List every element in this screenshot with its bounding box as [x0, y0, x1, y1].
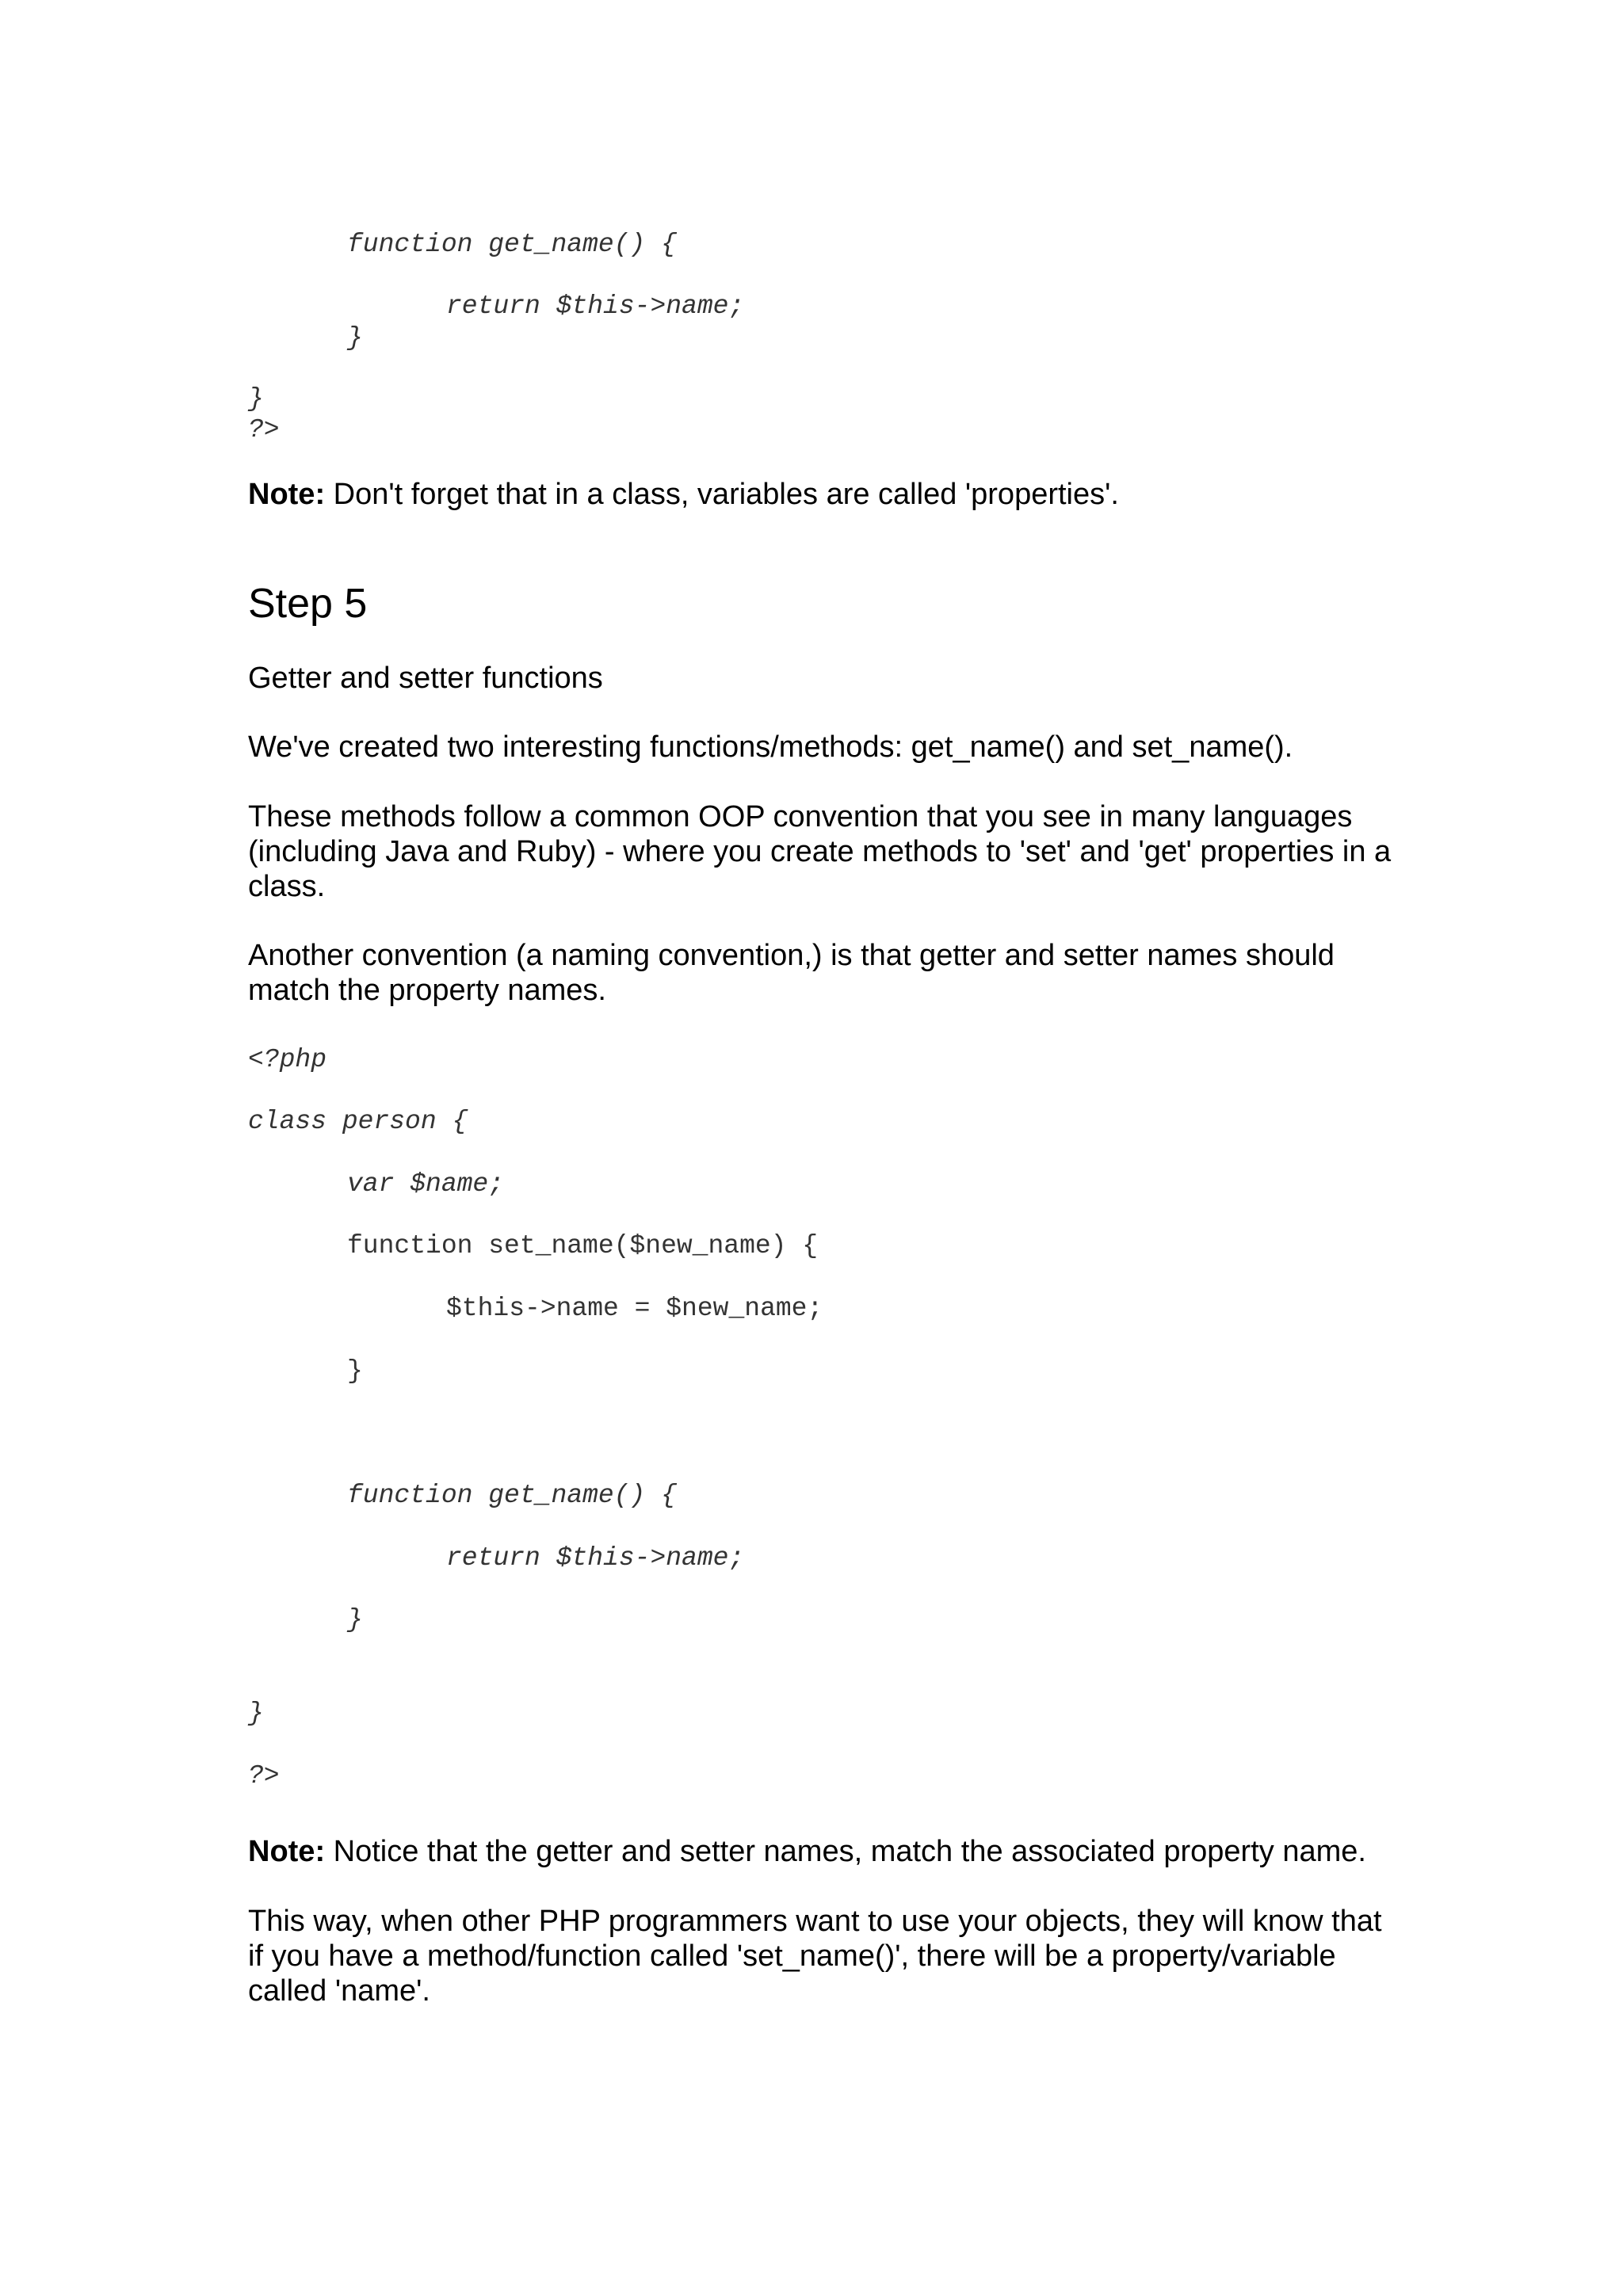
- code-line: }: [248, 1699, 264, 1728]
- code-line: }: [347, 1356, 363, 1386]
- code-line: var $name;: [347, 1169, 505, 1199]
- code-line: $this->name = $new_name;: [446, 1294, 823, 1323]
- note-text: Notice that the getter and setter names, match the associated property name.: [325, 1835, 1366, 1868]
- code-line: function set_name($new_name) {: [347, 1231, 819, 1261]
- code-line: function get_name() {: [347, 230, 677, 259]
- section-heading: Step 5: [248, 581, 368, 627]
- code-line: ?>: [248, 415, 280, 444]
- code-line: class person {: [248, 1107, 468, 1136]
- code-line: ?>: [248, 1761, 280, 1791]
- note-label: Note:: [248, 478, 326, 511]
- code-line: function get_name() {: [347, 1481, 677, 1510]
- code-line: }: [347, 323, 363, 353]
- note-text: Don't forget that in a class, variables are called 'properties'.: [325, 478, 1119, 511]
- paragraph: We've created two interesting functions/methods: get_name() and set_name().: [248, 730, 1293, 764]
- section-subtitle: Getter and setter functions: [248, 662, 603, 695]
- paragraph: Another convention (a naming convention,) is that getter and setter names should match the property names.: [248, 939, 1335, 1007]
- paragraph: This way, when other PHP programmers want to use your objects, they will know that if you have a method/function called 'set_name()', there will be a property/variable called 'name'.: [248, 1905, 1382, 2008]
- note-paragraph: [248, 477, 1405, 512]
- note-paragraph: [248, 1834, 1405, 1869]
- code-line: }: [347, 1605, 363, 1634]
- code-line: <?php: [248, 1045, 327, 1074]
- note-label: Note:: [248, 1835, 326, 1868]
- code-line: return $this->name;: [446, 292, 745, 321]
- paragraph: These methods follow a common OOP convention that you see in many languages (including Java and Ruby) - where you create methods to 'set' and 'get' properties in a class.: [248, 800, 1392, 903]
- code-line: }: [248, 384, 264, 414]
- code-line: return $this->name;: [446, 1543, 745, 1573]
